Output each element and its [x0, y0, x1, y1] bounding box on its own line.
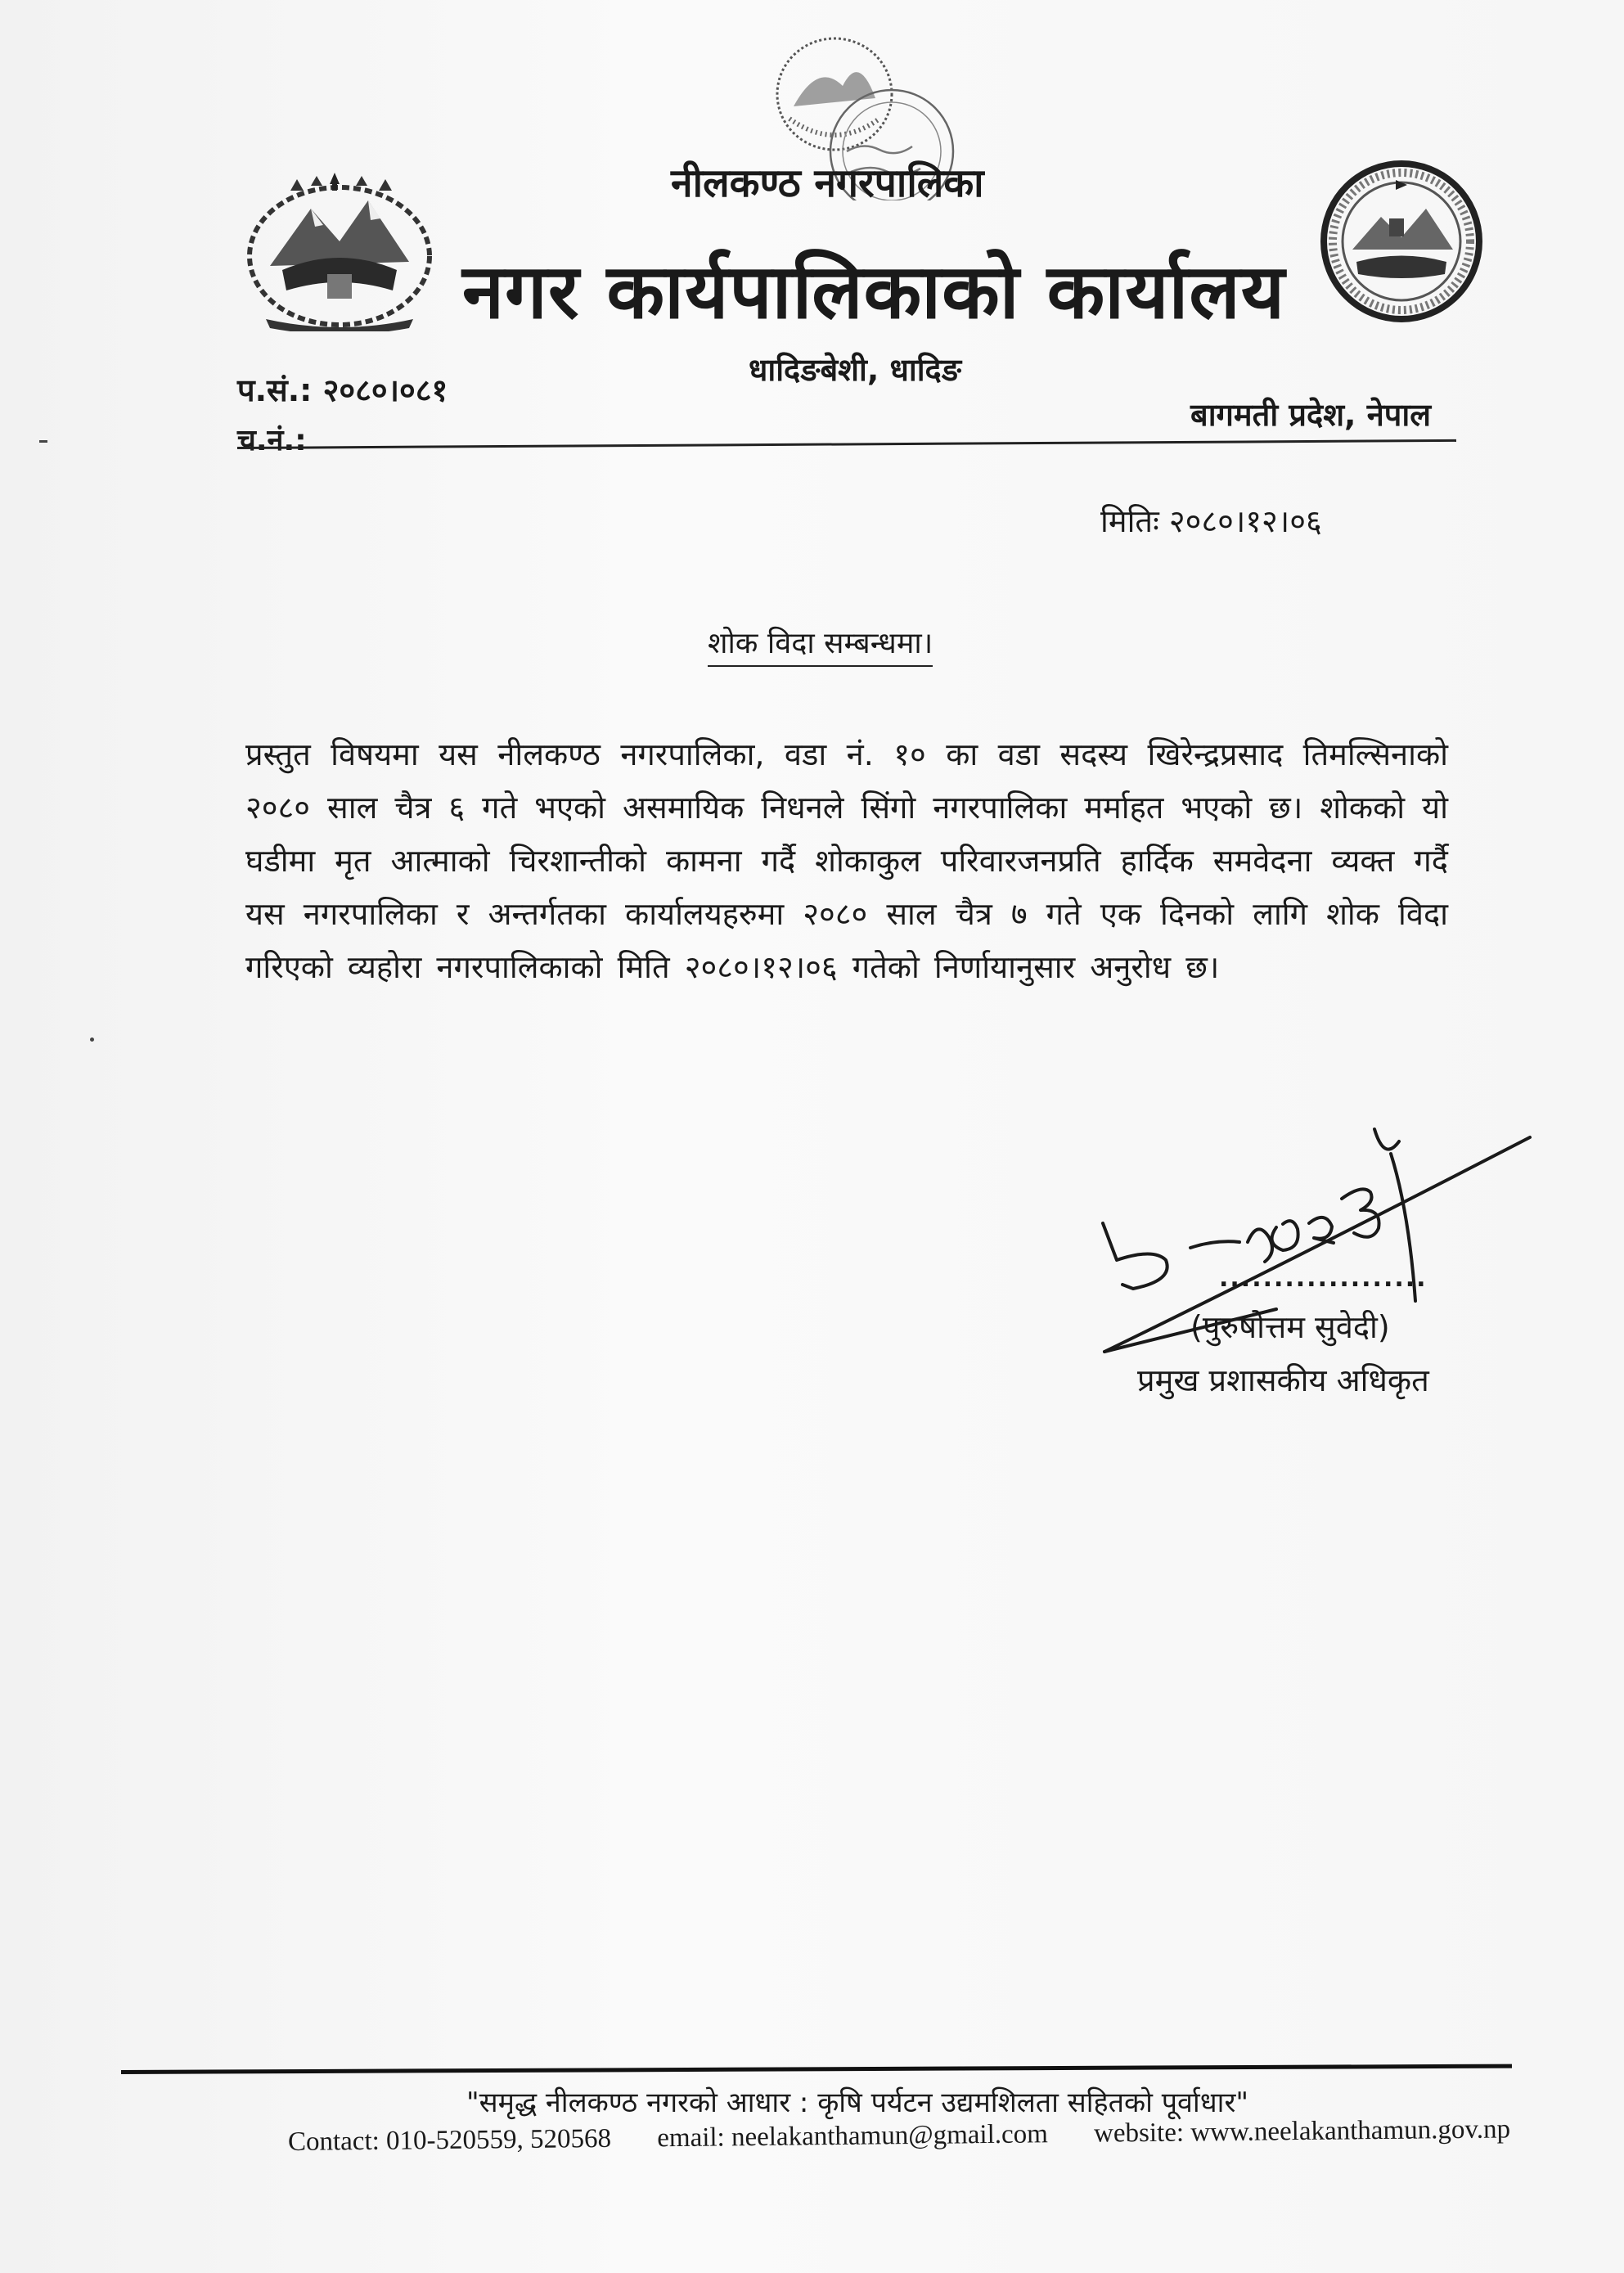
scan-speck — [90, 1037, 94, 1042]
contact-email: email: neelakanthamun@gmail.com — [657, 2119, 1049, 2154]
contact-phone: Contact: 010-520559, 520568 — [287, 2123, 612, 2157]
nepal-emblem-icon — [233, 168, 446, 331]
footer-contact-line — [288, 2114, 1510, 2158]
office-location: धादिङबेशी, धादिङ — [749, 352, 961, 388]
signer-name: (पुरुषोत्तम सुवेदी) — [1190, 1309, 1390, 1345]
signer-title: प्रमुख प्रशासकीय अधिकृत — [1137, 1362, 1429, 1398]
municipality-name: नीलकण्ठ नगरपालिका — [671, 160, 984, 206]
header-divider — [237, 439, 1456, 449]
scan-speck — [39, 440, 47, 443]
dispatch-number: च.नं.: — [237, 424, 307, 457]
contact-website: website: www.neelakanthamun.gov.np — [1093, 2114, 1511, 2149]
footer-divider — [121, 2064, 1512, 2074]
signature-line: ................... — [1219, 1264, 1428, 1293]
letter-body: प्रस्तुत विषयमा यस नीलकण्ठ नगरपालिका, वडा नं. १० का वडा सदस्य खिरेन्द्रप्रसाद तिमल्सिनाको २०८० साल चैत्र ६ गते भएको असमायिक निधनले सिंगो नगरपालिका मर्माहत भएको छ। शोकको यो घडीमा मृत आत्माको चिरशान्तीको कामना गर्दै शोकाकुल परिवारजनप्रति हार्दिक समवेदना व्यक्त गर्दै यस नगरपालिका र अन्तर्गतका कार्यालयहरुमा २०८० साल चैत्र ७ गते एक दिनको लागि शोक विदा गरिएको व्यहोरा नगरपालिकाको मिति २०८०।१२।०६ गतेको निर्णायानुसार अनुरोध छ। — [245, 736, 1448, 985]
office-title: नगर कार्यपालिकाको कार्यालय — [462, 248, 1286, 335]
letter-subject: शोक विदा सम्बन्धमा। — [708, 622, 933, 667]
province-country: बागमती प्रदेश, नेपाल — [1190, 397, 1431, 433]
reference-number: प.सं.: २०८०।०८१ — [237, 372, 448, 408]
footer-motto: "समृद्ध नीलकण्ठ नगरको आधार : कृषि पर्यटन उद्यमशिलता सहितको पूर्वाधार" — [466, 2086, 1248, 2119]
letter-date: मितिः २०८०।१२।०६ — [1100, 503, 1322, 539]
municipality-logo-icon — [1307, 160, 1496, 323]
